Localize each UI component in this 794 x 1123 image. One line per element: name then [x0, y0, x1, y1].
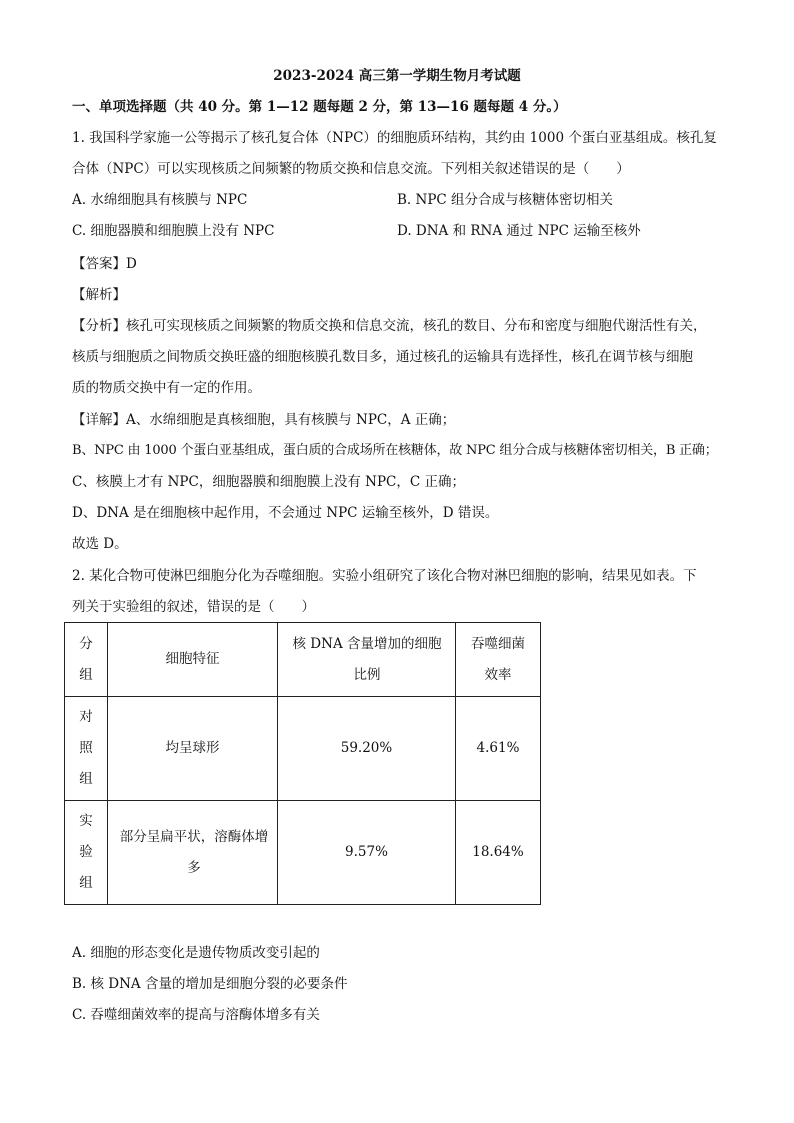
header-dna-ratio: 核 DNA 含量增加的细胞比例 — [278, 623, 456, 697]
header-cell-feature: 细胞特征 — [108, 623, 278, 697]
cell-dna-experiment: 9.57% — [278, 801, 456, 905]
q2-data-table — [64, 622, 541, 905]
cell-feature-control: 均呈球形 — [108, 697, 278, 801]
header-phagocytosis: 吞噬细菌效率 — [456, 623, 541, 697]
cell-phago-experiment: 18.64% — [456, 801, 541, 905]
q1-stem-line-2: 合体（NPC）可以实现核质之间频繁的物质交换和信息交流。下列相关叙述错误的是（ ） — [72, 161, 630, 177]
cell-group-control: 对照组 — [65, 697, 108, 801]
q2-option-c: C. 吞噬细菌效率的提高与溶酶体增多有关 — [72, 1007, 320, 1023]
q1-analysis-line-3: 质的物质交换中有一定的作用。 — [72, 380, 261, 396]
table-row — [65, 697, 541, 801]
table-row — [65, 801, 541, 905]
section-heading: 一、单项选择题（共 40 分。第 1—12 题每题 2 分，第 13—16 题每题 4 分。） — [72, 99, 567, 115]
q1-detail-a: 【详解】A、水绵细胞是真核细胞，具有核膜与 NPC，A 正确； — [72, 412, 456, 428]
q1-detail-c: C、核膜上才有 NPC，细胞器膜和细胞膜上没有 NPC，C 正确； — [72, 474, 465, 490]
q2-option-a: A. 细胞的形态变化是遗传物质改变引起的 — [72, 945, 320, 961]
q1-conclusion: 故选 D。 — [72, 536, 128, 552]
q1-answer: 【答案】D — [72, 256, 137, 272]
cell-phago-control: 4.61% — [456, 697, 541, 801]
header-group: 分组 — [65, 623, 108, 697]
q1-option-d: D. DNA 和 RNA 通过 NPC 运输至核外 — [397, 223, 641, 239]
cell-group-experiment: 实验组 — [65, 801, 108, 905]
q2-stem-line-1: 2. 某化合物可使淋巴细胞分化为吞噬细胞。实验小组研究了该化合物对淋巴细胞的影响，结果见如表。下 — [72, 568, 697, 584]
q1-analysis-line-1: 【分析】核孔可实现核质之间频繁的物质交换和信息交流，核孔的数目、分布和密度与细胞代谢活性有关， — [72, 318, 707, 334]
q1-detail-b: B、NPC 由 1000 个蛋白亚基组成，蛋白质的合成场所在核糖体，故 NPC 组分合成与核糖体密切相关，B 正确； — [72, 443, 718, 458]
cell-feature-experiment: 部分呈扁平状，溶酶体增多 — [108, 801, 278, 905]
q1-detail-d: D、DNA 是在细胞核中起作用，不会通过 NPC 运输至核外，D 错误。 — [72, 505, 499, 521]
table-header-row — [65, 623, 541, 697]
q1-stem-line-1: 1. 我国科学家施一公等揭示了核孔复合体（NPC）的细胞质环结构，其约由 1000 个蛋白亚基组成。核孔复 — [72, 130, 717, 146]
q2-stem-line-2: 列关于实验组的叙述，错误的是（ ） — [72, 599, 315, 615]
q1-option-b: B. NPC 组分合成与核糖体密切相关 — [397, 192, 614, 208]
exam-title: 2023-2024 高三第一学期生物月考试题 — [273, 68, 521, 84]
q1-option-c: C. 细胞器膜和细胞膜上没有 NPC — [72, 223, 275, 239]
q1-analysis-line-2: 核质与细胞质之间物质交换旺盛的细胞核膜孔数目多，通过核孔的运输具有选择性，核孔在调节核与细胞 — [72, 349, 693, 365]
q2-option-b: B. 核 DNA 含量的增加是细胞分裂的必要条件 — [72, 976, 348, 992]
q1-analysis-tag: 【解析】 — [72, 287, 126, 303]
q1-option-a: A. 水绵细胞具有核膜与 NPC — [72, 192, 248, 208]
cell-dna-control: 59.20% — [278, 697, 456, 801]
